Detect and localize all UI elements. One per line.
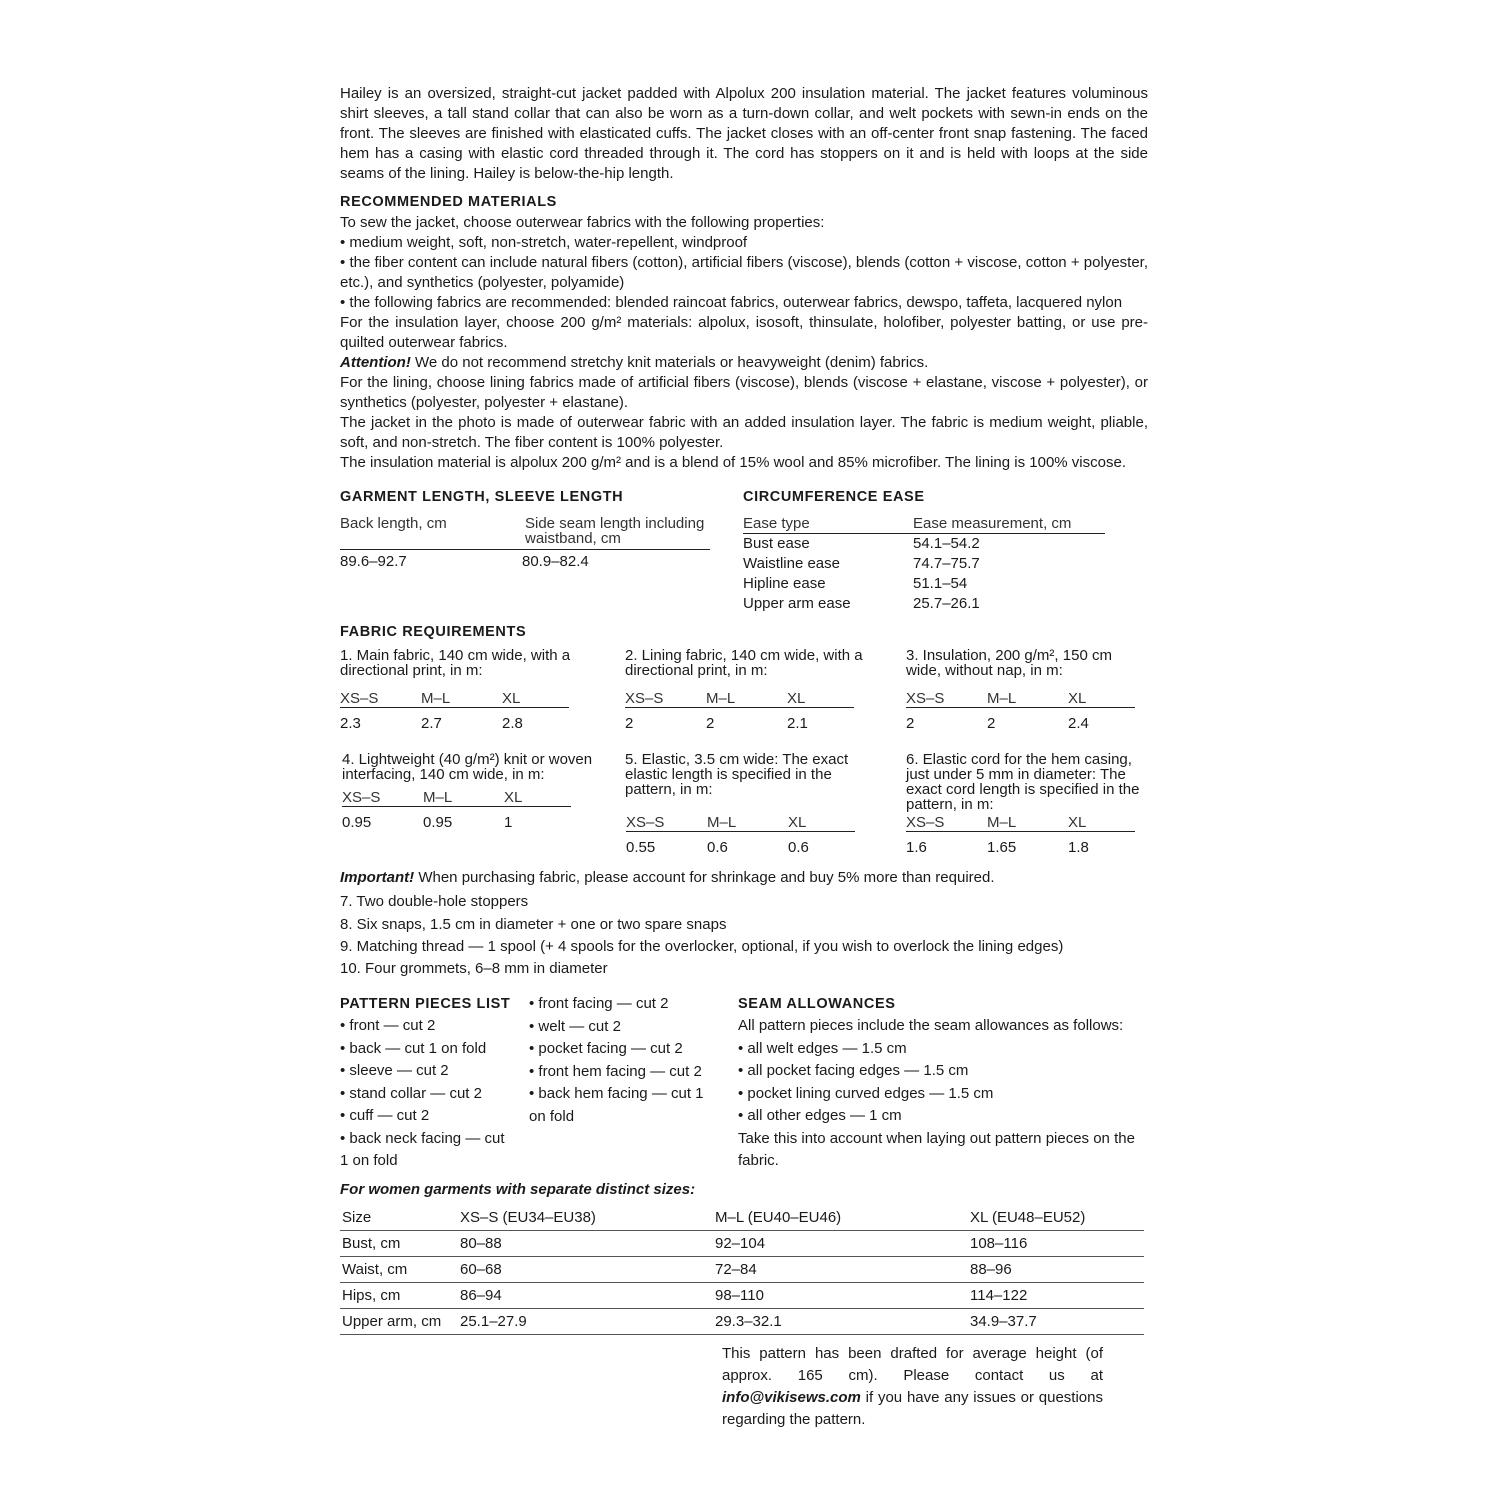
size-label: M–L xyxy=(987,814,1017,831)
size-label: XL xyxy=(1068,690,1087,707)
fabric-rule xyxy=(625,707,854,708)
fabric-rule xyxy=(342,806,571,807)
size-label: XS–S xyxy=(625,690,664,707)
table-cell: 29.3–32.1 xyxy=(715,1313,782,1330)
list-item: All pattern pieces include the seam allowances as follows: xyxy=(738,1017,1124,1034)
pieces-column-2 xyxy=(529,993,719,1128)
contact-note xyxy=(722,1343,1103,1431)
size-label: XL xyxy=(502,690,521,707)
size-table xyxy=(340,1205,1144,1335)
size-label: M–L xyxy=(707,814,737,831)
extra-item: 10. Four grommets, 6–8 mm in diameter xyxy=(340,960,608,977)
fabric-value: 2 xyxy=(987,715,996,732)
size-label: XL xyxy=(788,814,807,831)
fabric-value: 2 xyxy=(706,715,715,732)
size-label: M–L xyxy=(706,690,736,707)
list-item: • back — cut 1 on fold xyxy=(340,1039,487,1057)
list-item: 1 on fold xyxy=(340,1152,398,1169)
list-item: • sleeve — cut 2 xyxy=(340,1062,449,1079)
size-label: XS–S xyxy=(906,814,945,831)
table-row xyxy=(340,1205,1144,1231)
fabric-value: 2 xyxy=(625,715,634,732)
fabric-value: 2.3 xyxy=(340,715,361,732)
table-cell: Bust, cm xyxy=(342,1235,401,1252)
pieces-column-1 xyxy=(340,1015,520,1173)
note-text: if you have any issues or questions regarding the pattern. xyxy=(722,1389,1103,1428)
fabric-item-title: 6. Elastic cord for the hem casing, just under 5 mm in diameter: The exact cord length is specified in the pattern, in m: xyxy=(906,751,1140,813)
garment-rule xyxy=(340,549,710,550)
list-item: • all pocket facing edges — 1.5 cm xyxy=(738,1062,969,1079)
table-cell: 98–110 xyxy=(715,1287,764,1304)
photo-text: The jacket in the photo is made of outerwear fabric with an added insulation layer. The fabric is medium weight, pliable, soft, and non-stretch. The fiber content is 100% polyester. xyxy=(340,414,1148,451)
note-text: This pattern has been drafted for average height (of approx. 165 cm). Please contact us at xyxy=(722,1345,1103,1384)
insulation-text: For the insulation layer, choose 200 g/m² materials: alpolux, isosoft, thinsulate, holofiber, polyester batting, or use pre-quilted outerwear fabrics. xyxy=(340,314,1148,351)
fabric-item-title: 2. Lining fabric, 140 cm wide, with a directional print, in m: xyxy=(625,647,863,679)
list-item: • stand collar — cut 2 xyxy=(340,1084,482,1102)
list-item: Take this into account when laying out pattern pieces on the xyxy=(738,1129,1135,1147)
fabric-value: 1 xyxy=(504,814,513,831)
list-item: • front — cut 2 xyxy=(340,1017,436,1034)
fabric-value: 0.6 xyxy=(788,839,809,856)
table-row xyxy=(340,1283,1144,1309)
ease-col-measure: Ease measurement, cm xyxy=(913,515,1072,532)
fabric-heading: FABRIC REQUIREMENTS xyxy=(340,624,527,640)
attention-label: Attention! xyxy=(340,354,411,371)
list-item: • back hem facing — cut 1 xyxy=(529,1085,704,1102)
size-label: XS–S xyxy=(342,789,381,806)
size-label: M–L xyxy=(423,789,453,806)
table-cell: 60–68 xyxy=(460,1261,502,1278)
table-cell: 34.9–37.7 xyxy=(970,1313,1037,1330)
size-label: M–L xyxy=(421,690,451,707)
fabric-value: 0.55 xyxy=(626,839,656,856)
materials-bullet: • medium weight, soft, non-stretch, water-repellent, windproof xyxy=(340,234,748,251)
ease-type: Upper arm ease xyxy=(743,595,851,612)
fabric-rule xyxy=(340,707,569,708)
fabric-value: 2.7 xyxy=(421,715,442,732)
list-item: • front facing — cut 2 xyxy=(529,995,669,1012)
garment-heading: GARMENT LENGTH, SLEEVE LENGTH xyxy=(340,489,624,505)
ease-heading: CIRCUMFERENCE EASE xyxy=(743,489,925,505)
fabric-value: 2.1 xyxy=(787,715,808,732)
fabric-value: 1.6 xyxy=(906,839,927,856)
fabric-value: 2.4 xyxy=(1068,715,1089,732)
extra-item: 8. Six snaps, 1.5 cm in diameter + one or two spare snaps xyxy=(340,916,727,933)
ease-value: 74.7–75.7 xyxy=(913,555,980,572)
ease-value: 25.7–26.1 xyxy=(913,595,980,612)
table-cell: 72–84 xyxy=(715,1261,757,1278)
ease-rule xyxy=(743,533,1105,534)
materials-heading: RECOMMENDED MATERIALS xyxy=(340,194,557,210)
materials-lead: To sew the jacket, choose outerwear fabrics with the following properties: xyxy=(340,214,825,231)
extra-item: 7. Two double-hole stoppers xyxy=(340,893,529,910)
fabric-rule xyxy=(626,831,855,832)
table-cell: 92–104 xyxy=(715,1235,766,1252)
ease-col-type: Ease type xyxy=(743,515,810,532)
table-cell: 88–96 xyxy=(970,1261,1012,1278)
fabric-value: 1.65 xyxy=(987,839,1017,856)
list-item: • all other edges — 1 cm xyxy=(738,1107,902,1124)
table-cell: Waist, cm xyxy=(342,1261,408,1278)
attention-text: We do not recommend stretchy knit materials or heavyweight (denim) fabrics. xyxy=(410,354,929,371)
list-item: on fold xyxy=(529,1107,575,1125)
materials-bullet: • the fiber content can include natural fibers (cotton), artificial fibers (viscose), blends (cotton + viscose, cotton + polyester, etc.), and synthetics (polyester, polyamide) xyxy=(340,254,1148,291)
ease-type: Waistline ease xyxy=(743,555,840,572)
list-item: • welt — cut 2 xyxy=(529,1017,621,1035)
list-item: • all welt edges — 1.5 cm xyxy=(738,1039,907,1057)
fabric-value: 2 xyxy=(906,715,915,732)
intro-paragraph: Hailey is an oversized, straight-cut jacket padded with Alpolux 200 insulation material. The jacket features voluminous shirt sleeves, a tall stand collar that can also be worn as a turn-down collar, and welt pockets with sewn-in ends on the front. The sleeves are finished with elasticated cuffs. The jacket closes with an off-center front snap fastening. The faced hem has a casing with elastic cord threaded through it. The cord has stoppers on it and is held with loops at the side seams of the lining. Hailey is below-the-hip length. xyxy=(340,85,1148,182)
table-cell: 86–94 xyxy=(460,1287,502,1304)
table-row xyxy=(340,1257,1144,1283)
important-label: Important! xyxy=(340,869,415,886)
table-cell: 25.1–27.9 xyxy=(460,1313,527,1330)
fabric-item-title: 3. Insulation, 200 g/m², 150 cm wide, without nap, in m: xyxy=(906,647,1112,679)
garment-col-back: Back length, cm xyxy=(340,515,447,532)
table-cell: 108–116 xyxy=(970,1235,1028,1252)
important-line xyxy=(340,869,995,886)
table-row xyxy=(340,1309,1144,1335)
fabric-item-title: 4. Lightweight (40 g/m²) knit or woven interfacing, 140 cm wide, in m: xyxy=(342,751,593,783)
garment-side-value: 80.9–82.4 xyxy=(522,553,589,570)
ease-value: 51.1–54 xyxy=(913,575,968,592)
attention-line xyxy=(340,353,1148,373)
table-header-cell: Size xyxy=(342,1209,372,1226)
ease-type: Bust ease xyxy=(743,535,810,552)
table-cell: Hips, cm xyxy=(342,1287,401,1304)
pieces-heading: PATTERN PIECES LIST xyxy=(340,996,511,1012)
list-item: • front hem facing — cut 2 xyxy=(529,1062,702,1080)
table-header-cell: M–L (EU40–EU46) xyxy=(715,1209,842,1226)
garment-back-value: 89.6–92.7 xyxy=(340,553,407,570)
size-label: XL xyxy=(504,789,523,806)
list-item: • back neck facing — cut xyxy=(340,1129,505,1147)
materials-bullet: • the following fabrics are recommended: blended raincoat fabrics, outerwear fabrics, dewspo, taffeta, lacquered nylon xyxy=(340,294,1123,311)
materials-section xyxy=(340,192,1148,473)
list-item: • pocket facing — cut 2 xyxy=(529,1040,683,1057)
sizes-title: For women garments with separate distinct sizes: xyxy=(340,1181,696,1198)
fabric-value: 2.8 xyxy=(502,715,523,732)
fabric-value: 0.95 xyxy=(342,814,372,831)
size-label: XL xyxy=(1068,814,1087,831)
list-item: • cuff — cut 2 xyxy=(340,1107,430,1124)
ease-value: 54.1–54.2 xyxy=(913,535,980,552)
table-cell: 114–122 xyxy=(970,1287,1028,1304)
table-header-cell: XS–S (EU34–EU38) xyxy=(460,1209,596,1226)
fabric-rule xyxy=(906,831,1135,832)
insulation-photo-text: The insulation material is alpolux 200 g/m² and is a blend of 15% wool and 85% microfiber. The lining is 100% viscose. xyxy=(340,454,1126,471)
lining-text: For the lining, choose lining fabrics made of artificial fibers (viscose), blends (viscose + elastane, viscose + polyester), or synthetics (polyester, polyester + elastane). xyxy=(340,374,1148,411)
fabric-value: 0.6 xyxy=(707,839,728,856)
seams-heading: SEAM ALLOWANCES xyxy=(738,996,896,1012)
ease-type: Hipline ease xyxy=(743,575,826,592)
table-cell: 80–88 xyxy=(460,1235,502,1252)
list-item: • pocket lining curved edges — 1.5 cm xyxy=(738,1084,994,1102)
important-text: When purchasing fabric, please account for shrinkage and buy 5% more than required. xyxy=(414,869,995,886)
table-row xyxy=(340,1231,1144,1257)
fabric-item-title: 1. Main fabric, 140 cm wide, with a directional print, in m: xyxy=(340,647,571,679)
contact-email-link[interactable]: info@vikisews.com xyxy=(722,1389,861,1406)
fabric-value: 1.8 xyxy=(1068,839,1089,856)
extra-item: 9. Matching thread — 1 spool (+ 4 spools for the overlocker, optional, if you wish to overlock the lining edges) xyxy=(340,938,1064,955)
list-item: fabric. xyxy=(738,1152,779,1169)
size-label: XL xyxy=(787,690,806,707)
size-label: XS–S xyxy=(626,814,665,831)
table-cell: Upper arm, cm xyxy=(342,1313,442,1330)
size-label: XS–S xyxy=(340,690,379,707)
seams-list xyxy=(738,1015,1158,1173)
fabric-value: 0.95 xyxy=(423,814,453,831)
fabric-item-title: 5. Elastic, 3.5 cm wide: The exact elastic length is specified in the pattern, in m: xyxy=(625,751,849,798)
table-header-cell: XL (EU48–EU52) xyxy=(970,1209,1086,1226)
size-label: XS–S xyxy=(906,690,945,707)
fabric-rule xyxy=(906,707,1135,708)
size-label: M–L xyxy=(987,690,1017,707)
garment-col-side: Side seam length including waistband, cm xyxy=(525,515,705,547)
